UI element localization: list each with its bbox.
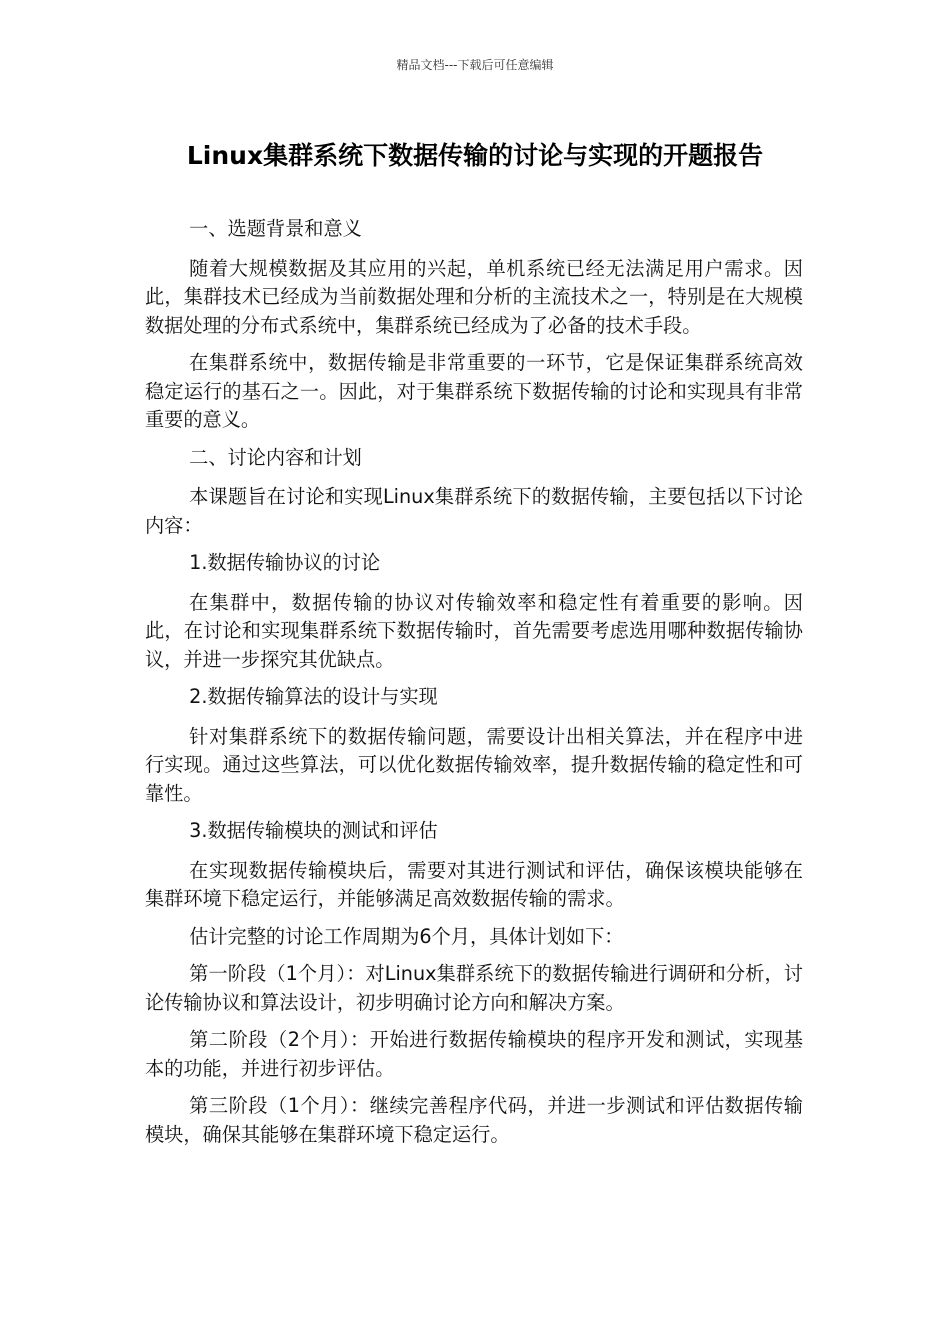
paragraph-content-intro: 本课题旨在讨论和实现Linux集群系统下的数据传输，主要包括以下讨论内容：: [145, 485, 803, 537]
paragraph-background-2: 在集群系统中，数据传输是非常重要的一环节，它是保证集群系统高效稳定运行的基石之一。因此，对于集群系统下数据传输的讨论和实现具有非常重要的意义。: [145, 351, 803, 431]
paragraph-testing: 在实现数据传输模块后，需要对其进行测试和评估，确保该模块能够在集群环境下稳定运行，并能够满足高效数据传输的需求。: [145, 858, 803, 910]
document-title: Linux集群系统下数据传输的讨论与实现的开题报告: [186, 141, 764, 170]
paragraph-background-1: 随着大规模数据及其应用的兴起，单机系统已经无法满足用户需求。因此，集群技术已经成为当前数据处理和分析的主流技术之一，特别是在大规模数据处理的分布式系统中，集群系统已经成为了必备的技术手段。: [145, 256, 803, 337]
section-heading-content-plan: 二、讨论内容和计划: [189, 445, 362, 469]
subheading-protocol: 1.数据传输协议的讨论: [189, 551, 381, 574]
paragraph-phase-3: 第三阶段（1个月）：继续完善程序代码，并进一步测试和评估数据传输模块，确保其能够在集群环境下稳定运行。: [145, 1094, 803, 1146]
subheading-algorithm: 2.数据传输算法的设计与实现: [189, 685, 438, 708]
section-heading-background: 一、选题背景和意义: [189, 217, 362, 240]
paragraph-algorithm: 针对集群系统下的数据传输问题，需要设计出相关算法，并在程序中进行实现。通过这些算法，可以优化数据传输效率，提升数据传输的稳定性和可靠性。: [145, 724, 803, 805]
header-note: 精品文档---下载后可任意编辑: [396, 58, 554, 72]
paragraph-schedule-intro: 估计完整的讨论工作周期为6个月，具体计划如下：: [189, 924, 624, 948]
paragraph-protocol: 在集群中，数据传输的协议对传输效率和稳定性有着重要的影响。因此，在讨论和实现集群系统下数据传输时，首先需要考虑选用哪种数据传输协议，并进一步探究其优缺点。: [145, 590, 803, 671]
paragraph-phase-1: 第一阶段（1个月）：对Linux集群系统下的数据传输进行调研和分析，讨论传输协议和算法设计，初步明确讨论方向和解决方案。: [145, 962, 803, 1014]
paragraph-phase-2: 第二阶段（2个月）：开始进行数据传输模块的程序开发和测试，实现基本的功能，并进行初步评估。: [145, 1028, 803, 1080]
document-body: [145, 215, 803, 1158]
subheading-testing: 3.数据传输模块的测试和评估: [189, 819, 438, 842]
